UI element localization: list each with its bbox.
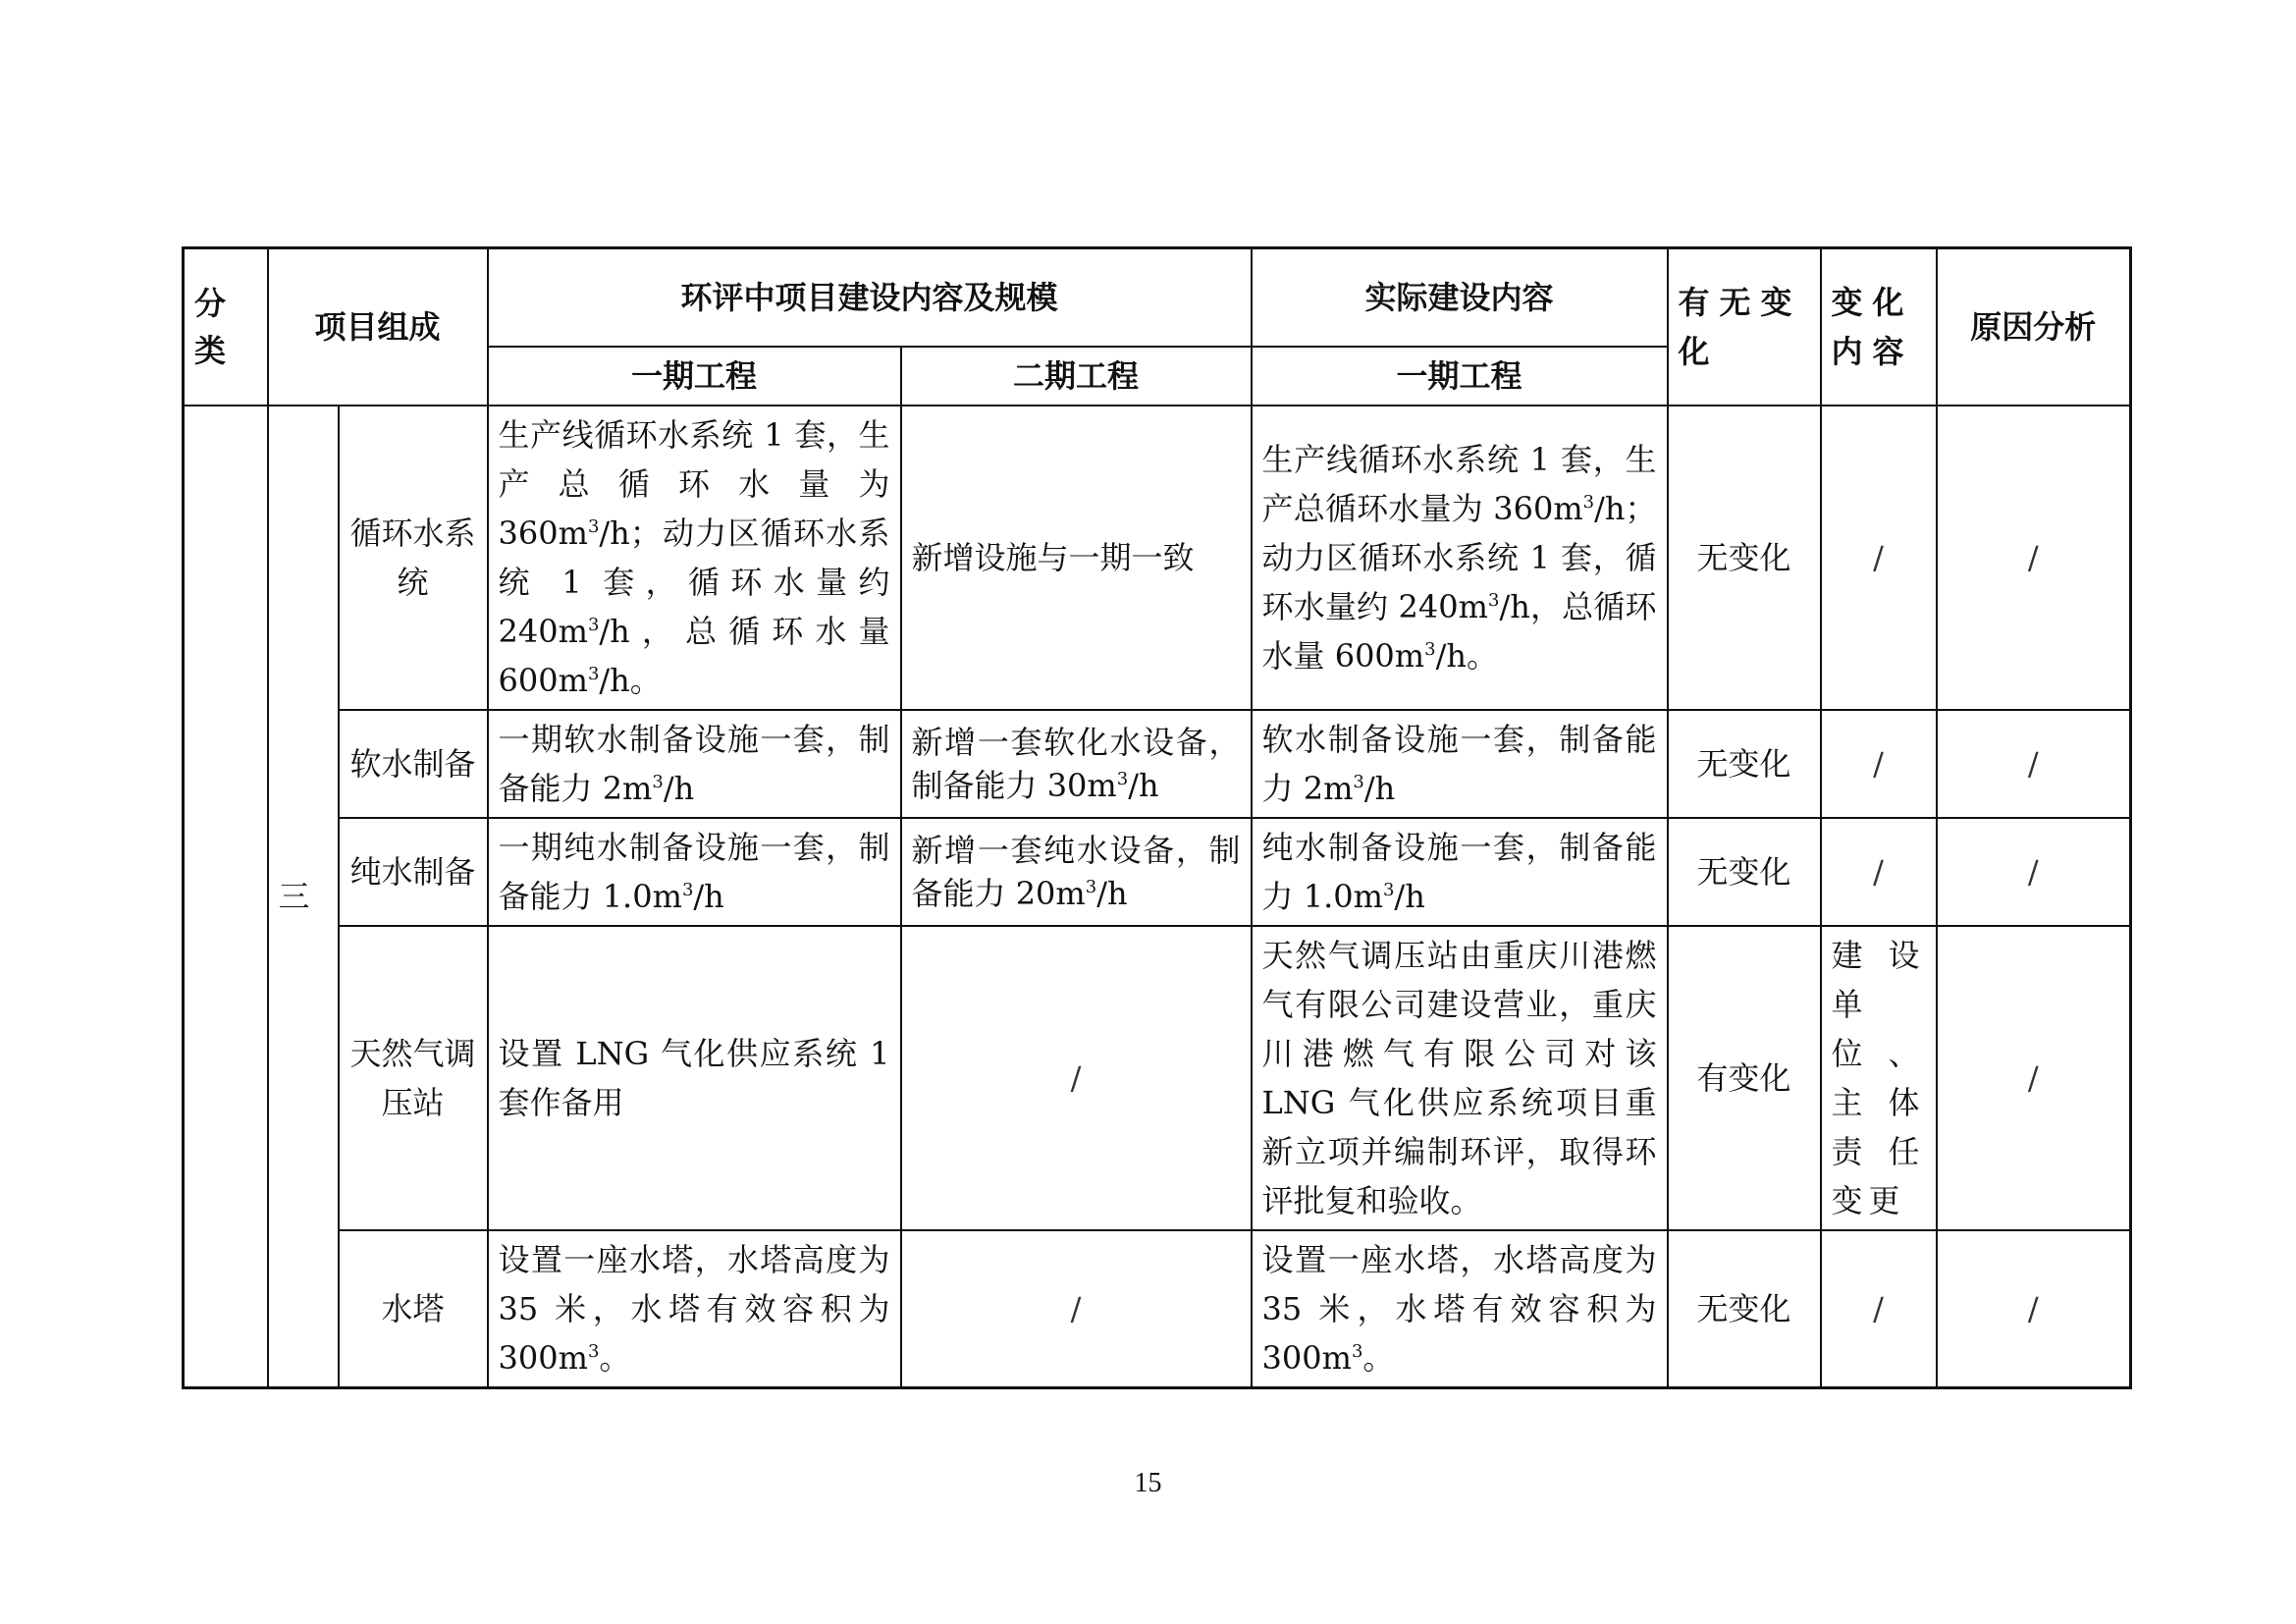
header-change-content: 变化内容 — [1821, 248, 1937, 406]
row-name: 循环水系统 — [339, 406, 488, 710]
eia-phase1-cell: 生产线循环水系统 1 套，生产总循环水量为 $360m^3/h$；动力区循环水系统 1 套，循环水量约 $240m^3/h$，总循环水量 $600m^3/h$。 — [488, 406, 901, 710]
reason-cell: / — [1937, 818, 2131, 926]
table-row — [184, 406, 2131, 710]
header-phase2: 二期工程 — [901, 347, 1252, 406]
change-content-cell: / — [1821, 1230, 1937, 1388]
row-name: 纯水制备 — [339, 818, 488, 926]
changed-cell: 无变化 — [1668, 710, 1821, 818]
table-row — [184, 710, 2131, 818]
change-content-cell: / — [1821, 710, 1937, 818]
eia-phase2-cell: / — [901, 926, 1252, 1230]
changed-cell: 无变化 — [1668, 406, 1821, 710]
changed-cell: 有变化 — [1668, 926, 1821, 1230]
row-name: 软水制备 — [339, 710, 488, 818]
eia-phase1-cell: 设置 LNG 气化供应系统 1 套作备用 — [488, 926, 901, 1230]
eia-phase2-cell: 新增设施与一期一致 — [901, 406, 1252, 710]
header-row — [184, 248, 2131, 347]
actual-cell: 生产线循环水系统 1 套，生产总循环水量为 $360m^3/h$；动力区循环水系统 1 套，循环水量约 $240m^3/h$，总循环水量 $600m^3/h$。 — [1252, 406, 1668, 710]
table-row — [184, 1230, 2131, 1388]
eia-phase2-cell: / — [901, 1230, 1252, 1388]
change-content-cell: / — [1821, 406, 1937, 710]
actual-cell: 软水制备设施一套，制备能力 $2m^3/h$ — [1252, 710, 1668, 818]
header-composition: 项目组成 — [268, 248, 488, 406]
header-category: 分类 — [184, 248, 268, 406]
change-content-cell: / — [1821, 818, 1937, 926]
changed-cell: 无变化 — [1668, 818, 1821, 926]
eia-phase1-cell: 一期纯水制备设施一套，制备能力 $1.0m^3/h$ — [488, 818, 901, 926]
actual-cell: 纯水制备设施一套，制备能力 $1.0m^3/h$ — [1252, 818, 1668, 926]
header-actual-phase1: 一期工程 — [1252, 347, 1668, 406]
change-content-cell: 建设单位、主体责任变更 — [1821, 926, 1937, 1230]
category-cell — [184, 406, 268, 1388]
header-reason: 原因分析 — [1937, 248, 2131, 406]
reason-cell: / — [1937, 926, 2131, 1230]
project-composition-table — [182, 246, 2132, 1389]
header-changed: 有无变化 — [1668, 248, 1821, 406]
eia-phase2-cell: 新增一套纯水设备，制备能力 $20m^3/h$ — [901, 818, 1252, 926]
header-eia-scope: 环评中项目建设内容及规模 — [488, 248, 1252, 347]
reason-cell: / — [1937, 406, 2131, 710]
header-actual: 实际建设内容 — [1252, 248, 1668, 347]
changed-cell: 无变化 — [1668, 1230, 1821, 1388]
page-number: 15 — [1134, 1468, 1162, 1498]
eia-phase1-cell: 一期软水制备设施一套，制备能力 $2m^3/h$ — [488, 710, 901, 818]
row-name: 天然气调压站 — [339, 926, 488, 1230]
row-name: 水塔 — [339, 1230, 488, 1388]
table-row — [184, 926, 2131, 1230]
reason-cell: / — [1937, 1230, 2131, 1388]
eia-phase2-cell: 新增一套软化水设备，制备能力 $30m^3/h$ — [901, 710, 1252, 818]
reason-cell: / — [1937, 710, 2131, 818]
header-phase1: 一期工程 — [488, 347, 901, 406]
actual-cell: 设置一座水塔，水塔高度为 35 米，水塔有效容积为 $300m^3$。 — [1252, 1230, 1668, 1388]
section-number: 三 — [268, 406, 339, 1388]
actual-cell: 天然气调压站由重庆川港燃气有限公司建设营业，重庆川港燃气有限公司对该 LNG 气化供应系统项目重新立项并编制环评，取得环评批复和验收。 — [1252, 926, 1668, 1230]
eia-phase1-cell: 设置一座水塔，水塔高度为 35 米，水塔有效容积为 $300m^3$。 — [488, 1230, 901, 1388]
table-row — [184, 818, 2131, 926]
